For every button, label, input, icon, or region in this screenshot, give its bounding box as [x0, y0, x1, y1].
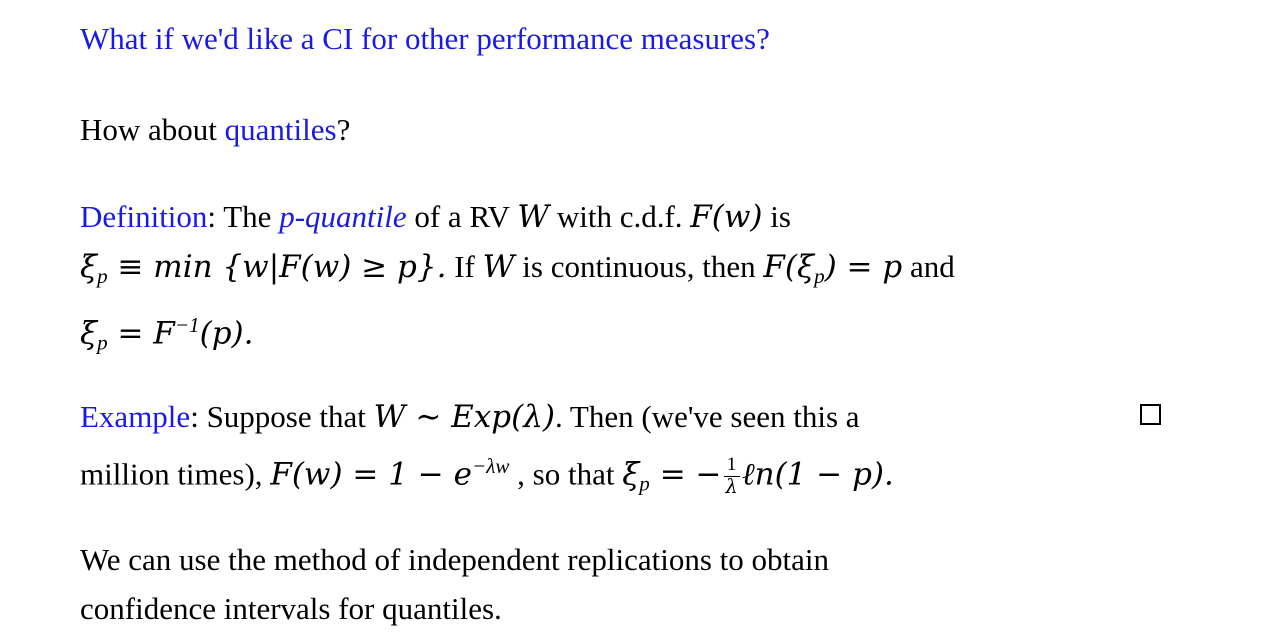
exp-cdf-exponent: −λw	[471, 454, 510, 478]
inverse-cdf-math: = F	[107, 315, 175, 352]
quantiles-highlight: quantiles	[224, 112, 337, 147]
one-over-lambda-fraction	[724, 455, 740, 496]
quantile-formula-tail: ℓn(1 − p).	[741, 456, 894, 493]
definition-rv: W	[517, 199, 550, 235]
example-line-2	[80, 442, 1240, 508]
example-label: Example	[80, 399, 191, 434]
xi-subscript-p-2: p	[97, 330, 108, 355]
cdf-of-xi-close: ) = p	[824, 249, 903, 285]
inverse-cdf-arg: (p).	[199, 315, 254, 352]
definition-cdf: F(w)	[690, 199, 763, 235]
example-line2-text-2: , so that	[509, 456, 623, 492]
definition-text-2: of a RV	[406, 199, 518, 234]
definition-line-2	[80, 242, 1240, 301]
closing-line-1: We can use the method of independent replications to obtain	[80, 542, 830, 577]
qed-box-icon	[1140, 404, 1161, 425]
definition-line-1	[80, 192, 1240, 242]
example-text-2: . Then (we've seen this a	[554, 399, 860, 434]
xi-subscript-p-3: p	[639, 471, 650, 496]
exp-cdf-math: F(w) = 1 − e	[270, 456, 472, 493]
how-about-line	[80, 105, 1240, 154]
inverse-exponent: −1	[174, 312, 200, 337]
quantile-formula-lead: = −	[649, 456, 722, 493]
definition-line2-rv: W	[482, 249, 515, 285]
p-quantile-term: p-quantile	[279, 199, 407, 234]
xi-symbol-3: ξ	[622, 456, 640, 493]
how-about-lead: How about	[80, 112, 225, 147]
closing-line-2: confidence intervals for quantiles.	[80, 591, 502, 626]
definition-block	[80, 192, 1240, 367]
slide-title-line	[80, 14, 1240, 63]
definition-line2-text3: and	[902, 249, 955, 284]
definition-line-3	[80, 301, 1240, 367]
example-block	[80, 392, 1240, 508]
cdf-xi-subscript: p	[814, 263, 825, 288]
fraction-numerator: 1	[724, 455, 740, 476]
xi-symbol: ξ	[80, 249, 98, 285]
xi-symbol-2: ξ	[80, 315, 98, 352]
definition-label: Definition	[80, 199, 208, 234]
slide-title: What if we'd like a CI for other performance measures?	[80, 21, 770, 56]
xi-subscript-p: p	[97, 263, 108, 288]
exponential-rv-math: W ∼ Exp(λ)	[373, 399, 555, 435]
cdf-of-xi-open: F(ξ	[763, 249, 815, 285]
definition-line2-text2: is continuous, then	[514, 249, 764, 284]
fraction-denominator: λ	[725, 474, 738, 498]
definition-colon: :	[207, 199, 224, 234]
definition-line2-text: If	[446, 249, 483, 284]
closing-block	[80, 535, 1240, 633]
definition-text-3: with c.d.f.	[549, 199, 691, 234]
definition-text-1: The	[223, 199, 280, 234]
example-line2-text-1: million times),	[80, 456, 271, 492]
quantile-definition-math: ≡ min {w|F(w) ≥ p}.	[107, 249, 447, 285]
example-text-1: Suppose that	[206, 399, 374, 434]
example-colon: :	[190, 399, 207, 434]
definition-text-4: is	[762, 199, 791, 234]
example-line-1	[80, 392, 1240, 442]
how-about-tail: ?	[336, 112, 351, 147]
